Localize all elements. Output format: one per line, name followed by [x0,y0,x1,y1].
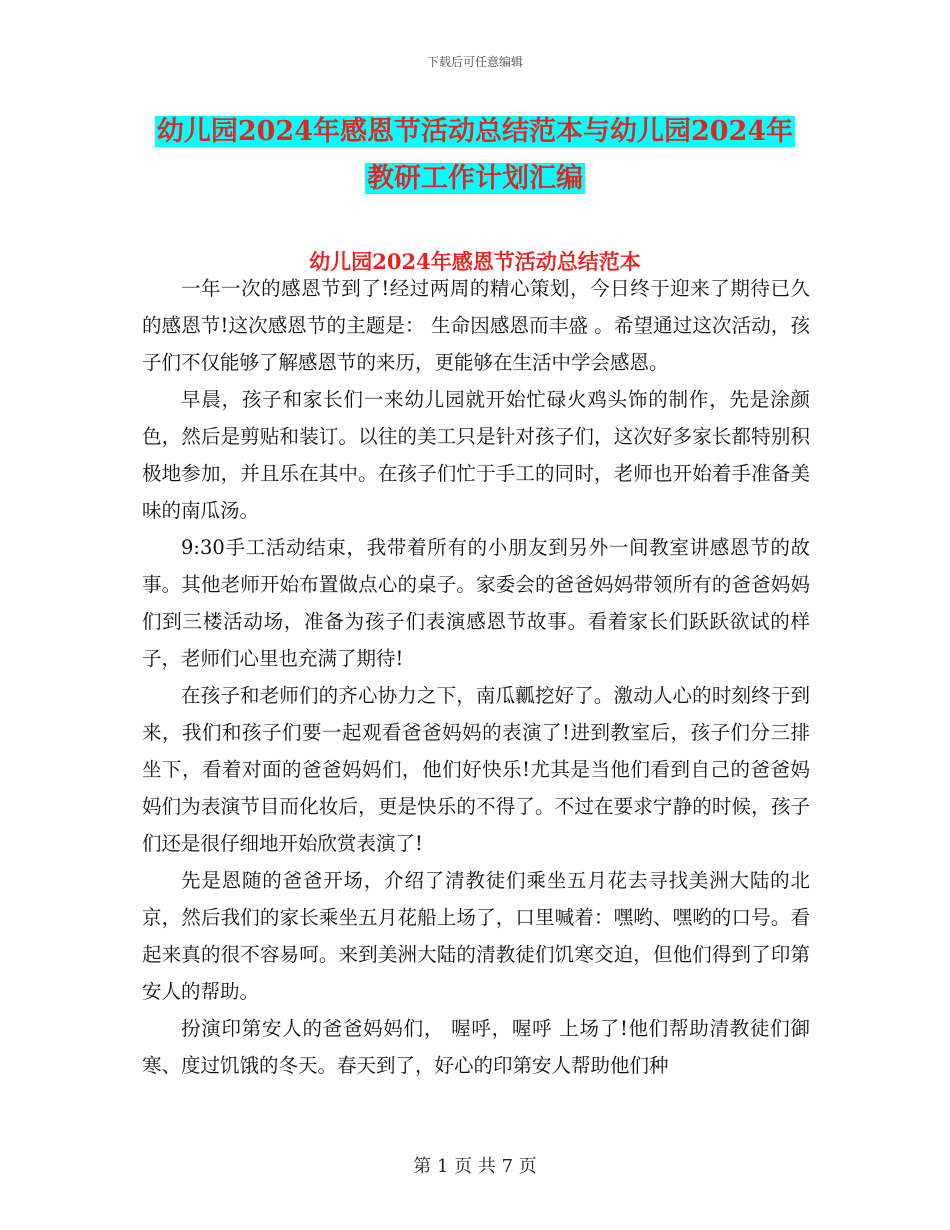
paragraph: 在孩子和老师们的齐心协力之下，南瓜瓤挖好了。激动人心的时刻终于到来，我们和孩子们要一起观看爸爸妈妈的表演了!进到教室后，孩子们分三排坐下，看着对面的爸爸妈妈们，他们好快乐!尤其是当他们看到自己的爸爸妈妈们为表演节目而化妆后，更是快乐的不得了。不过在要求宁静的时候，孩子们还是很仔细地开始欣赏表演了! [142,684,810,855]
paragraph: 扮演印第安人的爸爸妈妈们， 喔呼，喔呼 上场了!他们帮助清教徒们御寒、度过饥饿的冬天。春天到了，好心的印第安人帮助他们种 [142,1017,810,1077]
paragraph: 9:30手工活动结束，我带着所有的小朋友到另外一间教室讲感恩节的故事。其他老师开始布置做点心的桌子。家委会的爸爸妈妈带领所有的爸爸妈妈们到三楼活动场，准备为孩子们表演感恩节故事。看着家长们跃跃欲试的样子，老师们心里也充满了期待! [142,536,810,670]
document-title-line-2: 教研工作计划汇编 [367,163,583,194]
paragraph: 早晨，孩子和家长们一来幼儿园就开始忙碌火鸡头饰的制作，先是涂颜色，然后是剪贴和装订。以往的美工只是针对孩子们，这次好多家长都特别积极地参加，并且乐在其中。在孩子们忙于手工的同时，老师也开始着手准备美味的南瓜汤。 [142,388,810,522]
page-number: 第 1 页 共 7 页 [413,1156,537,1177]
header-note: 下载后可任意编辑 [426,55,523,69]
document-title-line-1: 幼儿园2024年感恩节活动总结范本与幼儿园2024年 [156,116,794,147]
document-title [0,108,950,202]
section-title: 幼儿园2024年感恩节活动总结范本 [309,249,641,274]
paragraph: 一年一次的感恩节到了!经过两周的精心策划，今日终于迎来了期待已久的感恩节!这次感恩节的主题是： 生命因感恩而丰盛 。希望通过这次活动，孩子们不仅能够了解感恩节的来历，更能够在生活中学会感恩。 [142,277,810,374]
paragraph: 先是恩随的爸爸开场，介绍了清教徒们乘坐五月花去寻找美洲大陆的北京，然后我们的家长乘坐五月花船上场了，口里喊着：嘿哟、嘿哟的口号。看起来真的很不容易呵。来到美洲大陆的清教徒们饥寒交迫，但他们得到了印第安人的帮助。 [142,869,810,1003]
document-body [142,270,810,1084]
